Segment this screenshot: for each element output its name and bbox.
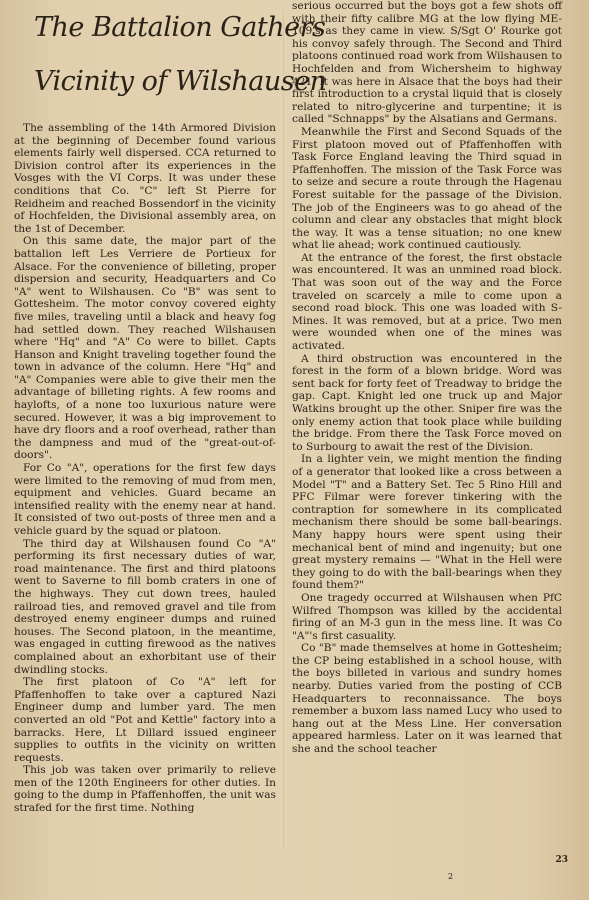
page-number: 23 — [555, 855, 568, 865]
column-divider — [283, 10, 284, 850]
article-title — [14, 0, 327, 118]
paragraph: On this same date, the major part of the battalion left Les Verriere de Portieux for Alsace. For the convenience of billeting, proper dispersion and security, Headquarters and Co "A" went to Wilshausen. Co "B" was sent to Gottesheim. The motor convoy covered eighty five miles, traveling until a black and heavy fog had settled down. They reached Wilshausen where "Hq" and "A" Co were to billet. Capts Hanson and Knight traveling together found the town in advance of the column. Here "Hq" and "A" Companies were able to give their men the advantage of billeting rights. A few rooms and haylofts, of a none too luxurious nature were secured. However, it was a big improvement to have dry floors and a roof overhead, rather than the dampness and mud of the "great-out-of-doors". — [14, 235, 276, 462]
paragraph: The first platoon of Co "A" left for Pfaffenhoffen to take over a captured Nazi Engineer dump and lumber yard. The men converted an old "Pot and Kettle" factory into a barracks. Here, Lt Dillard issued engineer supplies to outfits in the vicinity on written requests. — [14, 676, 276, 764]
paragraph: The assembling of the 14th Armored Division at the beginning of December found various elements fairly well dispersed. CCA returned to Division control after its experiences in the Vosges with the VI Corps. It was under these conditions that Co. "C" left St Pierre for Reidheim and reached Bossendorf in the vicinity of Hochfelden, the Divisional assembly area, on the 1st of December. — [14, 122, 276, 235]
paragraph: For Co "A", operations for the first few days were limited to the removing of mud from men, equipment and vehicles. Guard became an intensified reality with the enemy near at hand. It consisted of two out-posts of three men and a vehicle guard by the squad or platoon. — [14, 462, 276, 537]
paragraph: The third day at Wilshausen found Co "A" performing its first necessary duties of war, road maintenance. The first and third platoons went to Saverne to fill bomb craters in one of the highways. They cut down trees, hauled railroad ties, and removed gravel and tile from destroyed enemy engineer dumps and ruined houses. The Second platoon, in the meantime, was engaged in cutting firewood as the natives complained about an exhorbitant use of their dwindling stocks. — [14, 537, 276, 676]
right-column — [292, 0, 562, 756]
paragraph: A third obstruction was encountered in the forest in the form of a blown bridge. Word was sent back for forty feet of Treadway to bridge the gap. Capt. Knight led one truck up and Major Watkins brought up the other. Sniper fire was the only enemy action that took place while building the bridge. From there the Task Force moved on to Surbourg to await the rest of the Division. — [292, 352, 562, 453]
title-line-2: Vicinity of Wilshausen — [34, 66, 327, 97]
paragraph: One tragedy occurred at Wilshausen when PfC Wilfred Thompson was killed by the accidental firing of an M-3 gun in the mess line. It was Co "A"'s first casuality. — [292, 591, 562, 642]
paragraph: serious occurred but the boys got a few shots off with their fifty calibre MG at the low flying ME-109's as they came in view. S/Sgt O' Rourke got his convoy safely through. The Second and Third platoons continued road work from Wilshausen to Hochfelden and from Wichersheim to highway 421. It was here in Alsace that the boys had their first introduction to a crystal liquid that is closely related to nitro-glycerine and turpentine; it is called "Schnapps" by the Alsatians and Germans. — [292, 0, 562, 126]
title-line-1: The Battalion Gathers — [34, 12, 326, 43]
paragraph: Meanwhile the First and Second Squads of the First platoon moved out of Pfaffenhoffen with Task Force England leaving the Third squad in Pfaffenhoffen. The mission of the Task Force was to seize and secure a route through the Hagenau Forest suitable for the passage of the Division. The job of the Engineers was to go ahead of the column and clear any obstacles that might block the way. It was a tense situation; no one knew what lie ahead; work continued cautiously. — [292, 125, 562, 252]
paragraph: Co "B" made themselves at home in Gottesheim; the CP being established in a school house, with the boys billeted in various and sundry homes nearby. Duties varied from the posting of CCB Headquarters to reconnaissance. The boys remember a buxom lass named Lucy who used to hang out at the Mess Line. Her conversation appeared harmless. Later on it was learned that she and the school teacher — [292, 642, 562, 756]
paragraph: In a lighter vein, we might mention the finding of a generator that looked like a cross between a Model "T" and a Battery Set. Tec 5 Rino Hill and PFC Filmar were forever tinkering with the contraption for somewhere in its complicated mechanism there should be some ball-bearings. Many happy hours were spent using their mechanical bent of mind and ingenuity; but one great mystery remains — "What in the Hell were they going to do with the ball-bearings when they found them?" — [292, 453, 562, 592]
left-column — [14, 0, 327, 815]
paragraph: At the entrance of the forest, the first obstacle was encountered. It was an unmined road block. That was soon out of the way and the Force traveled on scarcely a mile to come upon a second road block. This one was loaded with S-Mines. It was removed, but at a price. Two men were wounded when one of the mines was activated. — [292, 251, 562, 353]
page-mark: 2 — [448, 872, 454, 881]
paragraph: This job was taken over primarily to relieve men of the 120th Engineers for other duties. In going to the dump in Pfaffenhoffen, the unit was strafed for the first time. Nothing — [14, 764, 276, 815]
